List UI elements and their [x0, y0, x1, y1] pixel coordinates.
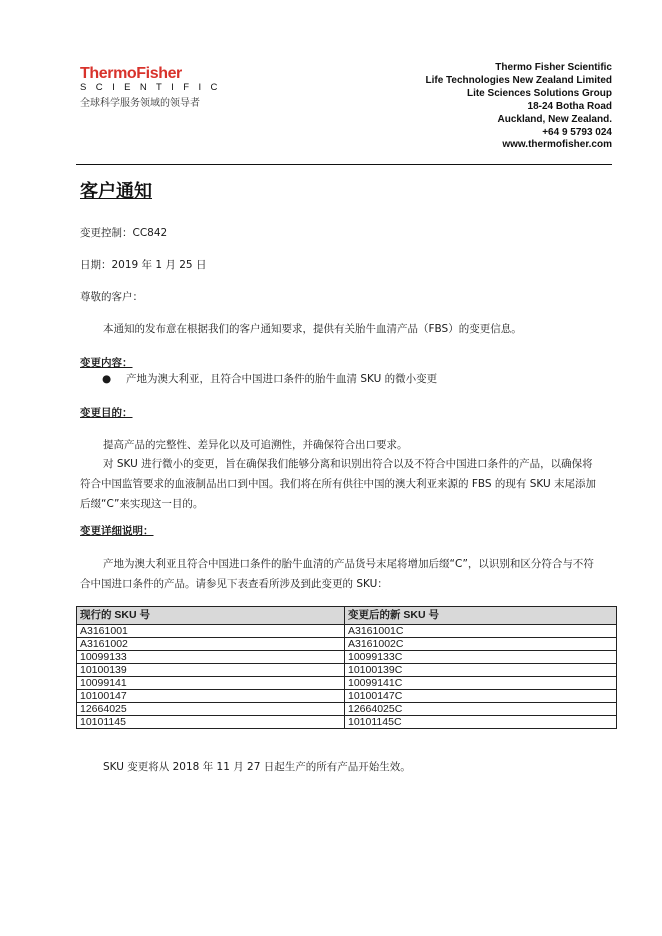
notice-body: [80, 180, 610, 773]
table-row: [77, 625, 617, 638]
logo-tagline: 全球科学服务领域的领导者: [80, 98, 200, 109]
current-sku-cell: 10099133: [77, 651, 345, 664]
current-sku-cell: A3161002: [77, 638, 345, 651]
new-sku-cell: A3161002C: [345, 638, 617, 651]
table-row: [77, 677, 617, 690]
column-header-new-sku: 变更后的新 SKU 号: [345, 607, 617, 625]
current-sku-cell: 10100147: [77, 690, 345, 703]
details-paragraph: 产地为澳大利亚且符合中国进口条件的胎牛血清的产品货号末尾将增加后缀“C”，以识别和区分符合与不符合中国进口条件的产品。请参见下表查看所涉及到此变更的 SKU：: [80, 558, 594, 590]
bullet-dot: ●: [102, 373, 112, 385]
new-sku-cell: 10100139C: [345, 664, 617, 677]
logo-brand-text: ThermoFisher: [80, 65, 182, 82]
purpose-paragraph-1: 提高产品的完整性、差异化以及可追溯性，并确保符合出口要求。: [103, 439, 408, 451]
address-line: +64 9 5793 024: [542, 126, 612, 138]
bullet-text: 产地为澳大利亚，且符合中国进口条件的胎牛血清 SKU 的微小变更: [126, 373, 438, 385]
thermofisher-logo: [80, 66, 221, 110]
logo-scientific-text: S C I E N T I F I C: [80, 82, 221, 93]
new-sku-cell: 10099141C: [345, 677, 617, 690]
page-title: 客户通知: [80, 181, 152, 202]
current-sku-cell: 10099141: [77, 677, 345, 690]
sku-table: [76, 606, 617, 729]
new-sku-cell: A3161001C: [345, 625, 617, 638]
current-sku-cell: 10101145: [77, 716, 345, 729]
change-content-item: [102, 370, 437, 388]
table-row: [77, 651, 617, 664]
change-details-heading: 变更详细说明：: [80, 525, 154, 537]
table-row: [77, 664, 617, 677]
address-website: www.thermofisher.com: [502, 139, 612, 151]
new-sku-cell: 12664025C: [345, 703, 617, 716]
current-sku-cell: 10100139: [77, 664, 345, 677]
change-content-heading: 变更内容：: [80, 357, 133, 369]
purpose-paragraph-2: 对 SKU 进行微小的变更，旨在确保我们能够分离和识别出符合以及不符合中国进口条件的产品，以确保将符合中国监管要求的血液制品出口到中国。我们将在所有供往中国的澳大利亚来源的 FBS 的现有 SKU 末尾添加后缀“C”来实现这一目的。: [80, 458, 597, 510]
address-line: Thermo Fisher Scientific: [495, 62, 612, 73]
greeting: 尊敬的客户：: [80, 291, 143, 303]
change-purpose-heading: 变更目的：: [80, 407, 133, 419]
notice-date: 日期：2019 年 1 月 25 日: [80, 259, 207, 271]
table-row: [77, 690, 617, 703]
table-row: [77, 638, 617, 651]
header-divider: [76, 164, 612, 165]
table-row: [77, 716, 617, 729]
column-header-current-sku: 现行的 SKU 号: [77, 607, 345, 625]
change-control: 变更控制：CC842: [80, 227, 168, 239]
intro-paragraph: 本通知的发布意在根据我们的客户通知要求，提供有关胎牛血清产品（FBS）的变更信息。: [103, 323, 522, 335]
company-address: [425, 62, 612, 152]
current-sku-cell: 12664025: [77, 703, 345, 716]
current-sku-cell: A3161001: [77, 625, 345, 638]
address-line: Auckland, New Zealand.: [497, 113, 612, 125]
effective-date-note: SKU 变更将从 2018 年 11 月 27 日起生产的所有产品开始生效。: [103, 761, 411, 773]
new-sku-cell: 10100147C: [345, 690, 617, 703]
address-line: 18-24 Botha Road: [527, 100, 612, 112]
address-line: Life Technologies New Zealand Limited: [425, 74, 612, 86]
table-row: [77, 703, 617, 716]
address-line: Lite Sciences Solutions Group: [466, 87, 612, 99]
table-header-row: [77, 607, 617, 625]
new-sku-cell: 10101145C: [345, 716, 617, 729]
new-sku-cell: 10099133C: [345, 651, 617, 664]
